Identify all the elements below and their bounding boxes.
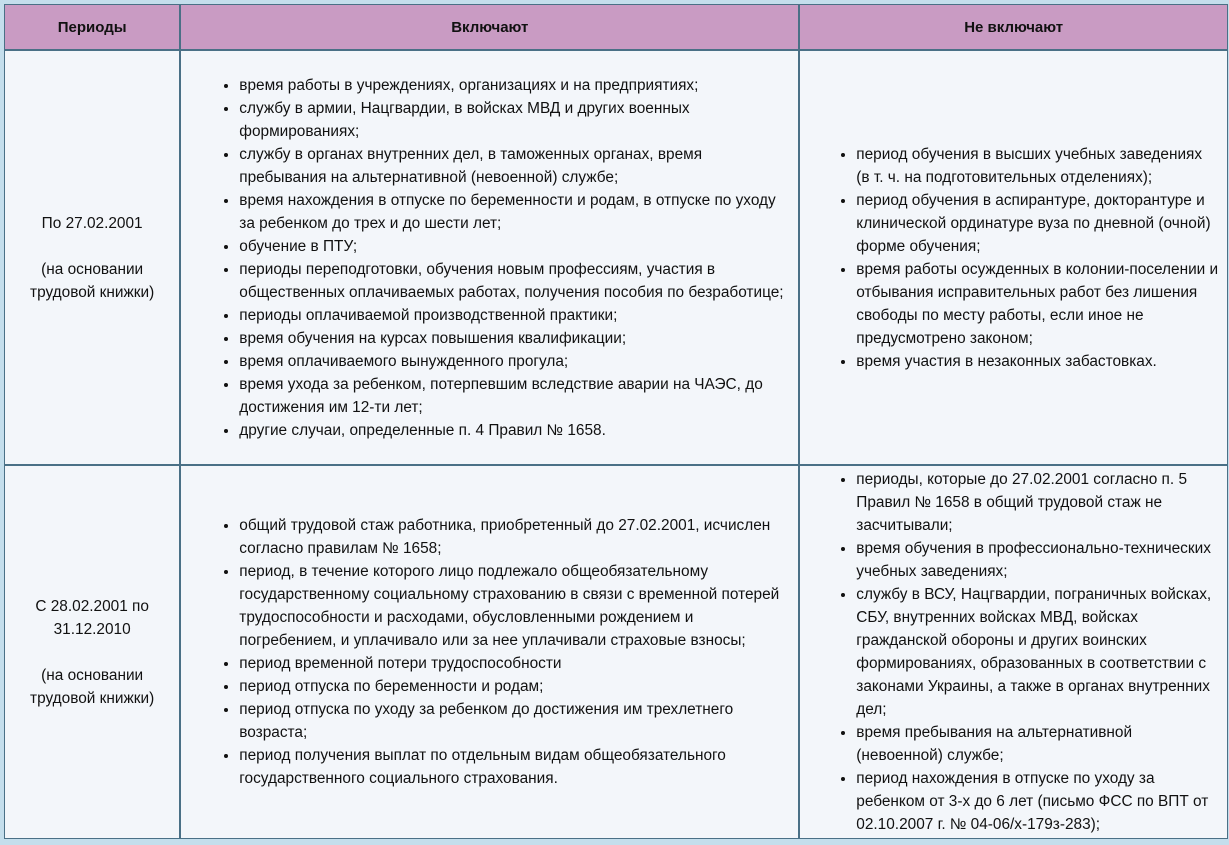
list-item: • период обучения в аспирантуре, докторантуре и клинической ординатуре вуза по дневной (очной) форме обучения;: [856, 189, 1219, 258]
list-item: • период, в течение которого лицо подлежало общеобязательному государственному социальному страхованию в связи с временной потерей трудоспособности и расходами, обусловленными рождением и погребением, и уплачивало или за нее уплачивали страховые взносы;: [239, 560, 790, 652]
header-exclude: Не включают: [799, 4, 1228, 50]
exclude-cell: [799, 465, 1228, 839]
list-item: • службу в армии, Нацгвардии, в войсках МВД и других военных формированиях;: [239, 97, 790, 143]
period-note: (на основании трудовой книжки): [30, 260, 155, 301]
list-item: • общий трудовой стаж работника, приобретенный до 27.02.2001, исчислен согласно правилам № 1658;: [239, 514, 790, 560]
header-include: Включают: [180, 4, 799, 50]
list-item: • период отпуска по уходу за ребенком до достижения им трехлетнего возраста;: [239, 698, 790, 744]
list-item: • период отпуска по беременности и родам;: [239, 675, 790, 698]
list-item: • время обучения в профессионально-технических учебных заведениях;: [856, 537, 1219, 583]
list-item: • время оплачиваемого вынужденного прогула;: [239, 350, 790, 373]
table-row: [4, 465, 1228, 839]
list-item: • время нахождения в отпуске по беременности и родам, в отпуске по уходу за ребенком до трех и до шести лет;: [239, 189, 790, 235]
list-item: • время работы в учреждениях, организациях и на предприятиях;: [239, 74, 790, 97]
list-item: • период обучения в высших учебных заведениях (в т. ч. на подготовительных отделениях);: [856, 143, 1219, 189]
list-item: • службу в органах внутренних дел, в таможенных органах, время пребывания на альтернативной (невоенной) службе;: [239, 143, 790, 189]
list-item: • службу в ВСУ, Нацгвардии, пограничных войсках, СБУ, внутренних войсках МВД, войсках гражданской обороны и других воинских формированиях, образованных в соответствии с законами Украины, а также в органах внутренних дел;: [856, 583, 1219, 721]
include-list: [181, 514, 798, 790]
list-item: • периоды оплачиваемой производственной практики;: [239, 304, 790, 327]
list-item: • время работы осужденных в колонии-поселении и отбывания исправительных работ без лишения свободы по месту работы, если иное не предусмотрено законом;: [856, 258, 1219, 350]
list-item: • время обучения на курсах повышения квалификации;: [239, 327, 790, 350]
period-cell: [4, 465, 180, 839]
seniority-periods-table: [4, 4, 1228, 839]
list-item: • время ухода за ребенком, потерпевшим вследствие аварии на ЧАЭС, до достижения им 12-ти лет;: [239, 373, 790, 419]
list-item: • период временной потери трудоспособности: [239, 652, 790, 675]
period-cell: [4, 50, 180, 465]
list-item: • периоды переподготовки, обучения новым профессиям, участия в общественных оплачиваемых работах, получения пособия по безработице;: [239, 258, 790, 304]
list-item: • период получения выплат по отдельным видам общеобязательного государственного социального страхования.: [239, 744, 790, 790]
header-periods: Периоды: [4, 4, 180, 50]
list-item: • время участия в незаконных забастовках.: [856, 350, 1219, 373]
exclude-cell: [799, 50, 1228, 465]
include-cell: [180, 50, 799, 465]
period-dates: По 27.02.2001: [41, 214, 143, 232]
exclude-list: [800, 466, 1227, 836]
list-item: • обучение в ПТУ;: [239, 235, 790, 258]
include-list: [181, 74, 798, 442]
period-dates: С 28.02.2001 по 31.12.2010: [35, 597, 149, 638]
include-cell: [180, 465, 799, 839]
table-row: [4, 50, 1228, 465]
exclude-list: [800, 143, 1227, 373]
table-header-row: [4, 4, 1228, 50]
period-note: (на основании трудовой книжки): [30, 666, 155, 707]
list-item: • время пребывания на альтернативной (невоенной) службе;: [856, 721, 1219, 767]
list-item: • другие случаи, определенные п. 4 Правил № 1658.: [239, 419, 790, 442]
list-item: • период нахождения в отпуске по уходу за ребенком от 3-х до 6 лет (письмо ФСС по ВПТ от 02.10.2007 г. № 04-06/х-179з-283);: [856, 767, 1219, 836]
list-item: • периоды, которые до 27.02.2001 согласно п. 5 Правил № 1658 в общий трудовой стаж не засчитывали;: [856, 468, 1219, 537]
